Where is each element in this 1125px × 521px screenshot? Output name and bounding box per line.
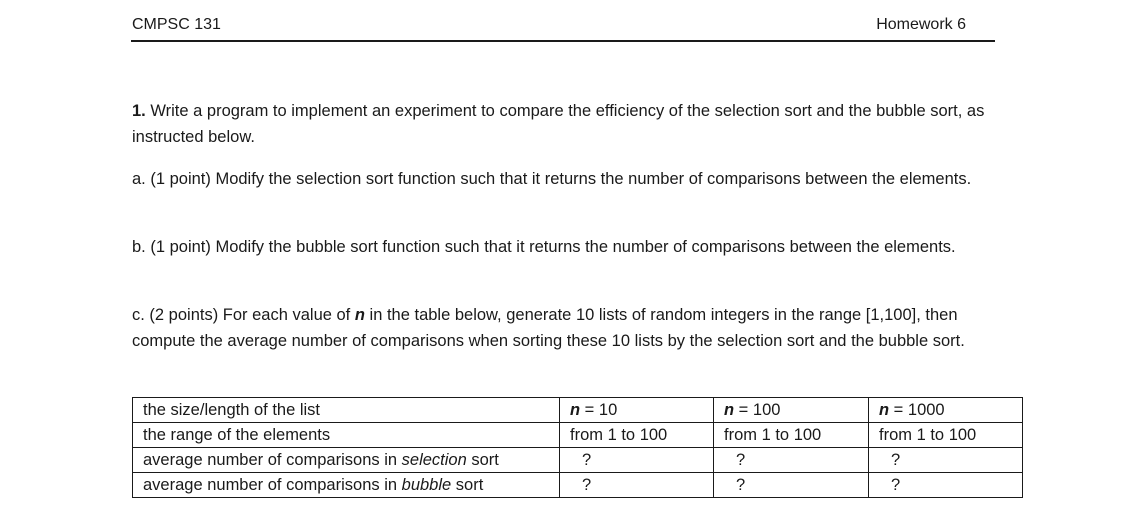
part-c-before: c. (2 points) For each value of bbox=[132, 306, 355, 324]
question-intro-text: Write a program to implement an experiment to compare the efficiency of the selection sort and the bubble sort, as instructed below. bbox=[132, 102, 985, 146]
assignment-title: Homework 6 bbox=[876, 16, 966, 33]
label-prefix: average number of comparisons in bbox=[143, 451, 402, 469]
table-row-bubble bbox=[133, 473, 1023, 498]
table-cell-value: ? bbox=[560, 448, 714, 473]
table-cell-value: ? bbox=[869, 448, 1023, 473]
label-suffix: sort bbox=[451, 476, 484, 494]
part-a: a. (1 point) Modify the selection sort function such that it returns the number of comparisons between the elements. bbox=[132, 170, 972, 188]
table-cell-n bbox=[560, 398, 714, 423]
table-cell-value: ? bbox=[714, 448, 869, 473]
question-intro bbox=[132, 98, 992, 150]
table-cell-n bbox=[714, 398, 869, 423]
table-cell-value: ? bbox=[560, 473, 714, 498]
n-value: = 1000 bbox=[889, 401, 945, 419]
n-variable: n bbox=[879, 401, 890, 419]
table-cell-value: ? bbox=[714, 473, 869, 498]
table-row-size bbox=[133, 398, 1023, 423]
course-code: CMPSC 131 bbox=[132, 16, 221, 33]
label-sort-name: bubble bbox=[401, 476, 452, 494]
question-number: 1. bbox=[132, 102, 146, 120]
page-header bbox=[131, 14, 995, 42]
table-row-selection bbox=[133, 448, 1023, 473]
part-c-after: in the table below, generate 10 lists of random integers in the range [1,100], then compute the average number of comparisons when sorting these 10 lists by the selection sort and the bubble sort. bbox=[132, 306, 965, 350]
table-cell-range: from 1 to 100 bbox=[869, 423, 1023, 448]
label-suffix: sort bbox=[466, 451, 499, 469]
label-prefix: average number of comparisons in bbox=[143, 476, 402, 494]
table-cell-n bbox=[869, 398, 1023, 423]
n-variable: n bbox=[724, 401, 735, 419]
part-c bbox=[132, 302, 992, 354]
table-cell-range: from 1 to 100 bbox=[714, 423, 869, 448]
n-variable: n bbox=[570, 401, 581, 419]
n-value: = 100 bbox=[734, 401, 781, 419]
label-sort-name: selection bbox=[401, 451, 467, 469]
table-cell-range: from 1 to 100 bbox=[560, 423, 714, 448]
table-row-range bbox=[133, 423, 1023, 448]
n-value: = 10 bbox=[580, 401, 618, 419]
part-c-variable: n bbox=[354, 306, 365, 324]
table-cell-label bbox=[133, 448, 560, 473]
part-b: b. (1 point) Modify the bubble sort function such that it returns the number of comparisons between the elements. bbox=[132, 238, 956, 256]
table-cell-label bbox=[133, 473, 560, 498]
table-cell-value: ? bbox=[869, 473, 1023, 498]
comparison-table bbox=[132, 397, 1023, 498]
table-cell-label: the range of the elements bbox=[133, 423, 560, 448]
table-cell-label: the size/length of the list bbox=[133, 398, 560, 423]
